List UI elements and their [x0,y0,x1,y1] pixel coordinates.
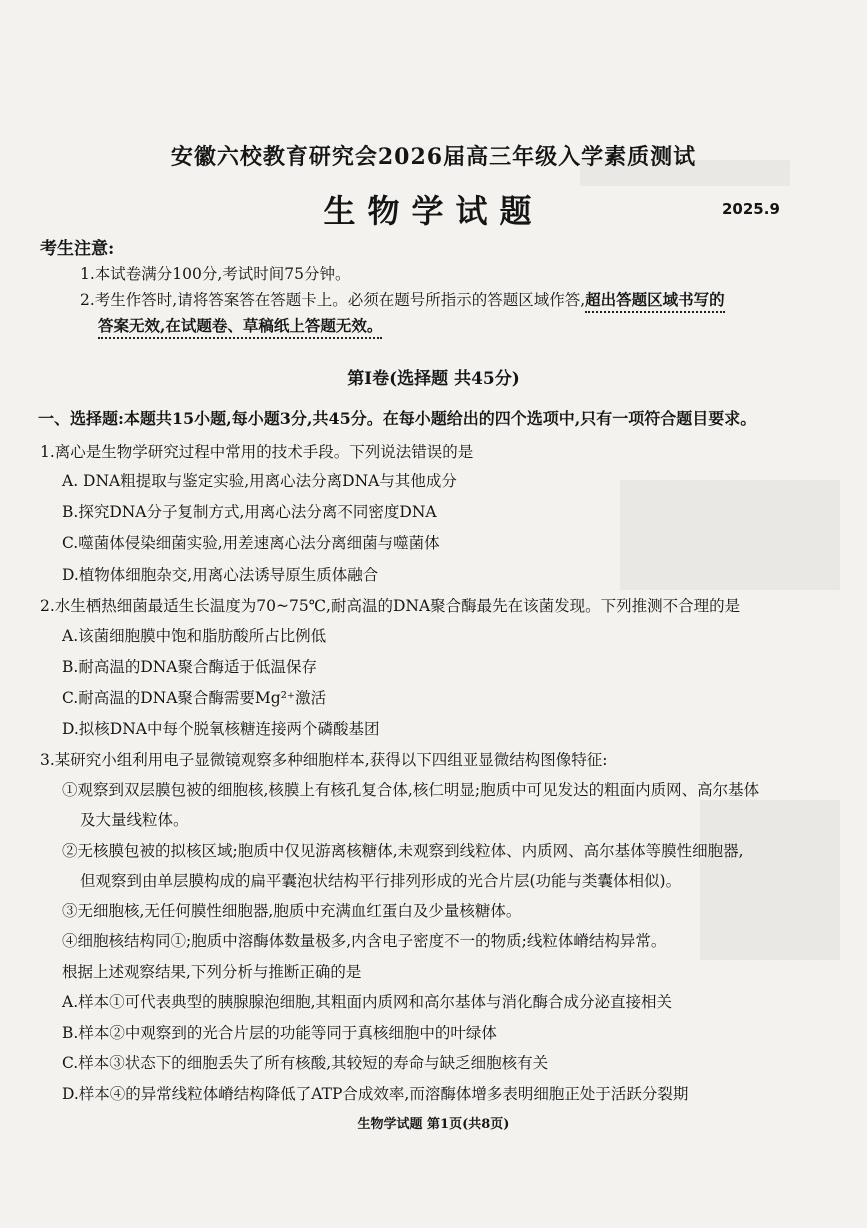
question-3-observation-4: ④细胞核结构同①;胞质中溶酶体数量极多,内含电子密度不一的物质;线粒体嵴结构异常。 [62,932,667,950]
page-footer: 生物学试题 第1页(共8页) [357,1117,510,1132]
question-3-option-a: A.样本①可代表典型的胰腺腺泡细胞,其粗面内质网和高尔基体与消化酶合成分泌直接相关 [62,993,673,1011]
question-3-stem: 3.某研究小组利用电子显微镜观察多种细胞样本,获得以下四组亚显微结构图像特征: [40,751,608,769]
bleed-through-mark [620,480,840,590]
question-2-option-a: A.该菌细胞膜中饱和脂肪酸所占比例低 [62,627,327,645]
question-3-observation-1-cont: 及大量线粒体。 [80,811,189,829]
subject-title: 生物学试题 [323,192,544,230]
question-2-stem: 2.水生栖热细菌最适生长温度为70~75℃,耐高温的DNA聚合酶最先在该菌发现。下列推测不合理的是 [40,597,741,615]
volume-title: 第Ⅰ卷(选择题 共45分) [347,369,520,389]
question-3-observation-3: ③无细胞核,无任何膜性细胞器,胞质中充满血红蛋白及少量核糖体。 [62,902,522,920]
question-3-option-b: B.样本②中观察到的光合片层的功能等同于真核细胞中的叶绿体 [62,1024,497,1042]
section-title: 一、选择题:本题共15小题,每小题3分,共45分。在每小题给出的四个选项中,只有一项符合题目要求。 [38,409,757,428]
question-3-option-d: D.样本④的异常线粒体嵴结构降低了ATP合成效率,而溶酶体增多表明细胞正处于活跃分裂期 [62,1085,689,1103]
notice-item-2-text: 2.考生作答时,请将答案答在答题卡上。必须在题号所指示的答题区域作答, [80,291,586,309]
bleed-through-mark [700,800,840,960]
question-3-observation-2: ②无核膜包被的拟核区域;胞质中仅见游离核糖体,未观察到线粒体、内质网、高尔基体等膜性细胞器, [62,842,744,860]
notice-item-2-emphasis: 超出答题区域书写的 [585,290,725,313]
notice-item-2-line2 [98,314,382,336]
question-2-option-c: C.耐高温的DNA聚合酶需要Mg²⁺激活 [62,689,327,707]
notice-heading: 考生注意: [40,239,115,259]
exam-date: 2025.9 [722,200,780,218]
notice-item-2 [80,288,725,310]
question-2-option-b: B.耐高温的DNA聚合酶适于低温保存 [62,658,318,676]
question-1-option-a: A. DNA粗提取与鉴定实验,用离心法分离DNA与其他成分 [62,472,457,490]
question-1-stem: 1.离心是生物学研究过程中常用的技术手段。下列说法错误的是 [40,443,474,461]
question-1-option-b: B.探究DNA分子复制方式,用离心法分离不同密度DNA [62,503,437,521]
question-3-option-c: C.样本③状态下的细胞丢失了所有核酸,其较短的寿命与缺乏细胞核有关 [62,1054,549,1072]
question-1-option-c: C.噬菌体侵染细菌实验,用差速离心法分离细菌与噬菌体 [62,534,440,552]
question-3-observation-1: ①观察到双层膜包被的细胞核,核膜上有核孔复合体,核仁明显;胞质中可见发达的粗面内质网、高尔基体 [62,781,760,799]
exam-title: 安徽六校教育研究会2026届高三年级入学素质测试 [170,144,697,170]
notice-item-2-emphasis-2: 答案无效,在试题卷、草稿纸上答题无效。 [98,316,382,339]
notice-item-1: 1.本试卷满分100分,考试时间75分钟。 [80,265,351,283]
question-3-observation-2-cont: 但观察到由单层膜构成的扁平囊泡状结构平行排列形成的光合片层(功能与类囊体相似)。 [80,872,682,890]
question-3-prompt: 根据上述观察结果,下列分析与推断正确的是 [62,963,362,981]
question-1-option-d: D.植物体细胞杂交,用离心法诱导原生质体融合 [62,566,379,584]
question-2-option-d: D.拟核DNA中每个脱氧核糖连接两个磷酸基团 [62,720,380,738]
